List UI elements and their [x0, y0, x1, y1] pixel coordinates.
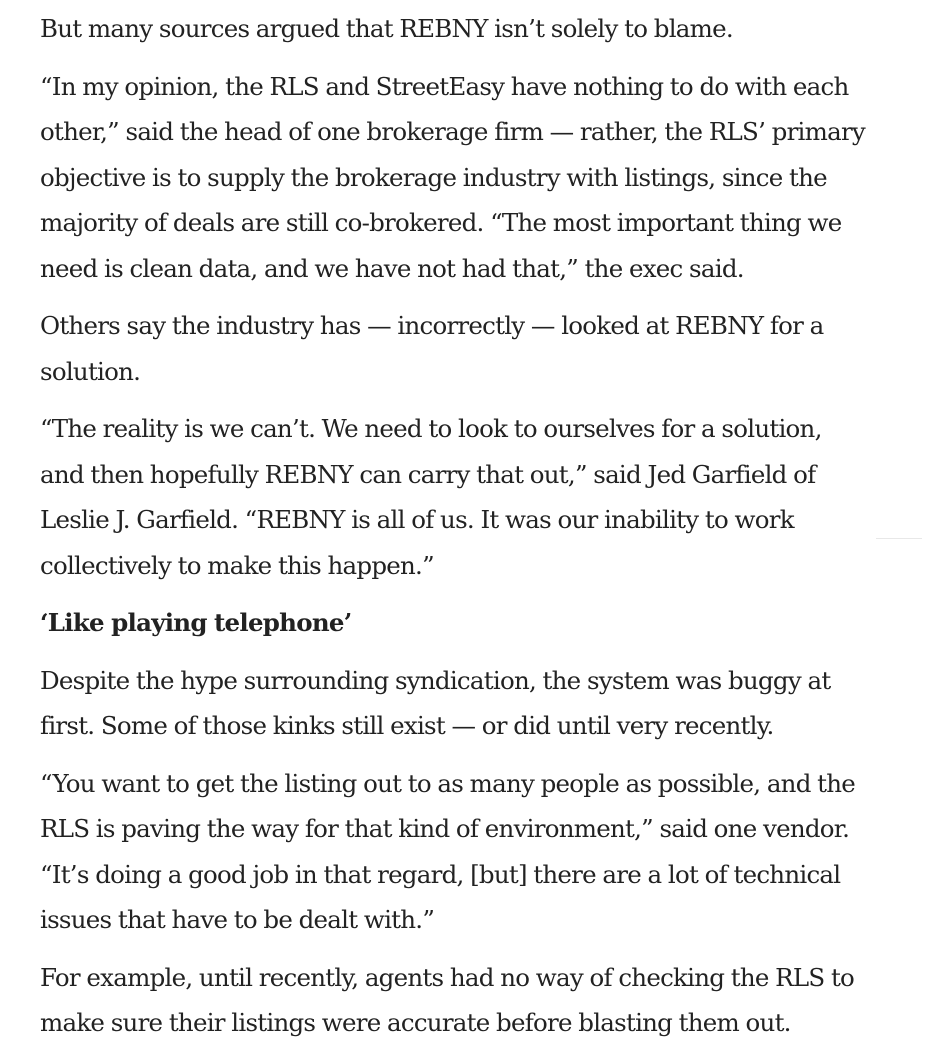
- paragraph-syndication-bugs: Despite the hype surrounding syndication, the system was buggy at first. Some of those kinks still exist — or did until very recently.: [40, 665, 831, 740]
- paragraph-sources-blame: But many sources argued that REBNY isn’t solely to blame.: [40, 14, 733, 43]
- section-heading: ‘Like playing telephone’: [40, 608, 352, 637]
- article-body: [40, 6, 870, 1058]
- paragraph-garfield-quote: “The reality is we can’t. We need to look to ourselves for a solution, and then hopefully REBNY can carry that out,” said Jed Garfield of Leslie J. Garfield. “REBNY is all of us. It was our inability to work collectively to make this happen.”: [40, 414, 822, 580]
- paragraph-brokerage-opinion: “In my opinion, the RLS and StreetEasy have nothing to do with each other,” said the head of one brokerage firm — rather, the RLS’ primary objective is to supply the brokerage industry with listings, since the majority of deals are still co-brokered. “The most important thing we need is clean data, and we have not had that,” the exec said.: [40, 71, 866, 283]
- paragraph-industry-rebny: Others say the industry has — incorrectly — looked at REBNY for a solution.: [40, 311, 824, 386]
- side-divider: [876, 538, 922, 539]
- paragraph-agents-example: For example, until recently, agents had no way of checking the RLS to make sure their listings were accurate before blasting them out.: [40, 962, 855, 1037]
- paragraph-vendor-quote: “You want to get the listing out to as many people as possible, and the RLS is paving the way for that kind of environment,” said one vendor. “It’s doing a good job in that regard, [but] there are a lot of technical issues that have to be dealt with.”: [40, 768, 856, 934]
